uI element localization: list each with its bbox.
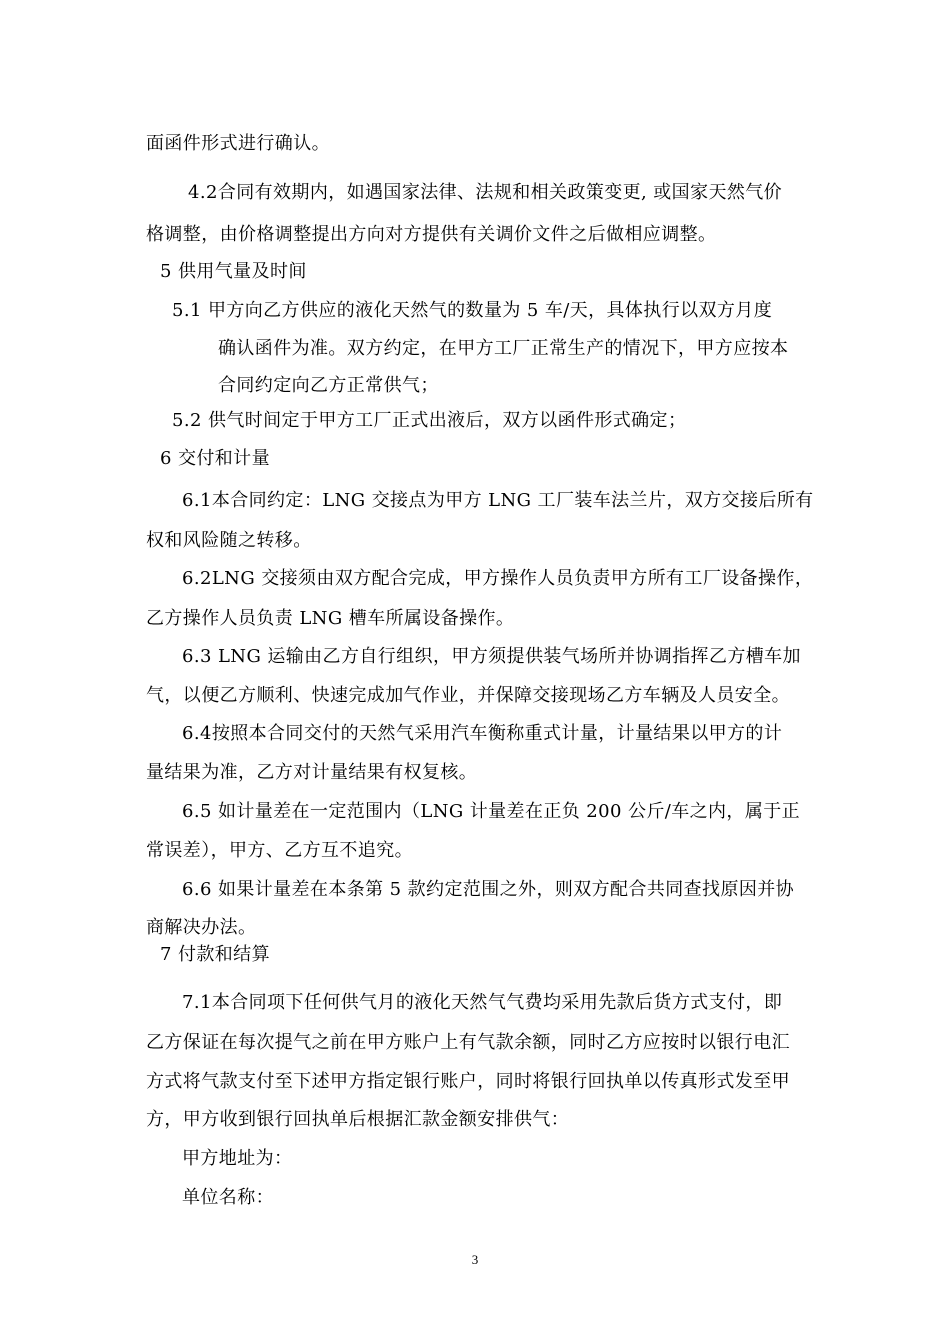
text-line: 面函件形式进行确认。 [146,133,330,154]
text-line: 单位名称： [182,1187,274,1208]
text-line: 6.3 LNG 运输由乙方自行组织，甲方须提供装气场所并协调指挥乙方槽车加 [182,646,801,667]
section-heading: 6 交付和计量 [160,448,270,469]
text-line: 方，甲方收到银行回执单后根据汇款金额安排供气： [146,1109,570,1130]
text-line: 甲方地址为： [182,1148,293,1169]
text-line: 权和风险随之转移。 [146,530,312,551]
text-line: 5.2 供气时间定于甲方工厂正式出液后，双方以函件形式确定； [172,410,687,431]
text-line: 6.6 如果计量差在本条第 5 款约定范围之外，则双方配合共同查找原因并协 [182,879,795,900]
section-heading: 5 供用气量及时间 [160,261,307,282]
text-line: 确认函件为准。双方约定，在甲方工厂正常生产的情况下，甲方应按本 [218,338,789,359]
text-line: 6.2LNG 交接须由双方配合完成，甲方操作人员负责甲方所有工厂设备操作， [182,568,814,589]
text-line: 方式将气款支付至下述甲方指定银行账户，同时将银行回执单以传真形式发至甲 [146,1071,790,1092]
text-line: 常误差），甲方、乙方互不追究。 [146,840,413,861]
text-line: 6.1本合同约定：LNG 交接点为甲方 LNG 工厂装车法兰片，双方交接后所有 [182,490,814,511]
text-line: 7.1本合同项下任何供气月的液化天然气气费均采用先款后货方式支付，即 [182,992,783,1013]
text-line: 商解决办法。 [146,917,257,938]
page-number: 3 [471,1252,479,1267]
text-line: 6.4按照本合同交付的天然气采用汽车衡称重式计量，计量结果以甲方的计 [182,723,783,744]
text-line: 量结果为准，乙方对计量结果有权复核。 [146,762,478,783]
text-line: 4.2合同有效期内，如遇国家法律、法规和相关政策变更, 或国家天然气价 [188,182,783,203]
text-line: 格调整，由价格调整提出方向对方提供有关调价文件之后做相应调整。 [146,224,717,245]
text-line: 6.5 如计量差在一定范围内（LNG 计量差在正负 200 公斤/车之内，属于正 [182,801,801,822]
text-line: 5.1 甲方向乙方供应的液化天然气的数量为 5 车/天，具体执行以双方月度 [172,300,773,321]
section-heading: 7 付款和结算 [160,944,270,965]
text-line: 合同约定向乙方正常供气； [218,375,439,396]
text-line: 乙方保证在每次提气之前在甲方账户上有气款余额，同时乙方应按时以银行电汇 [146,1032,790,1053]
text-line: 气，以便乙方顺利、快速完成加气作业，并保障交接现场乙方车辆及人员安全。 [146,685,790,706]
text-line: 乙方操作人员负责 LNG 槽车所属设备操作。 [146,608,515,629]
